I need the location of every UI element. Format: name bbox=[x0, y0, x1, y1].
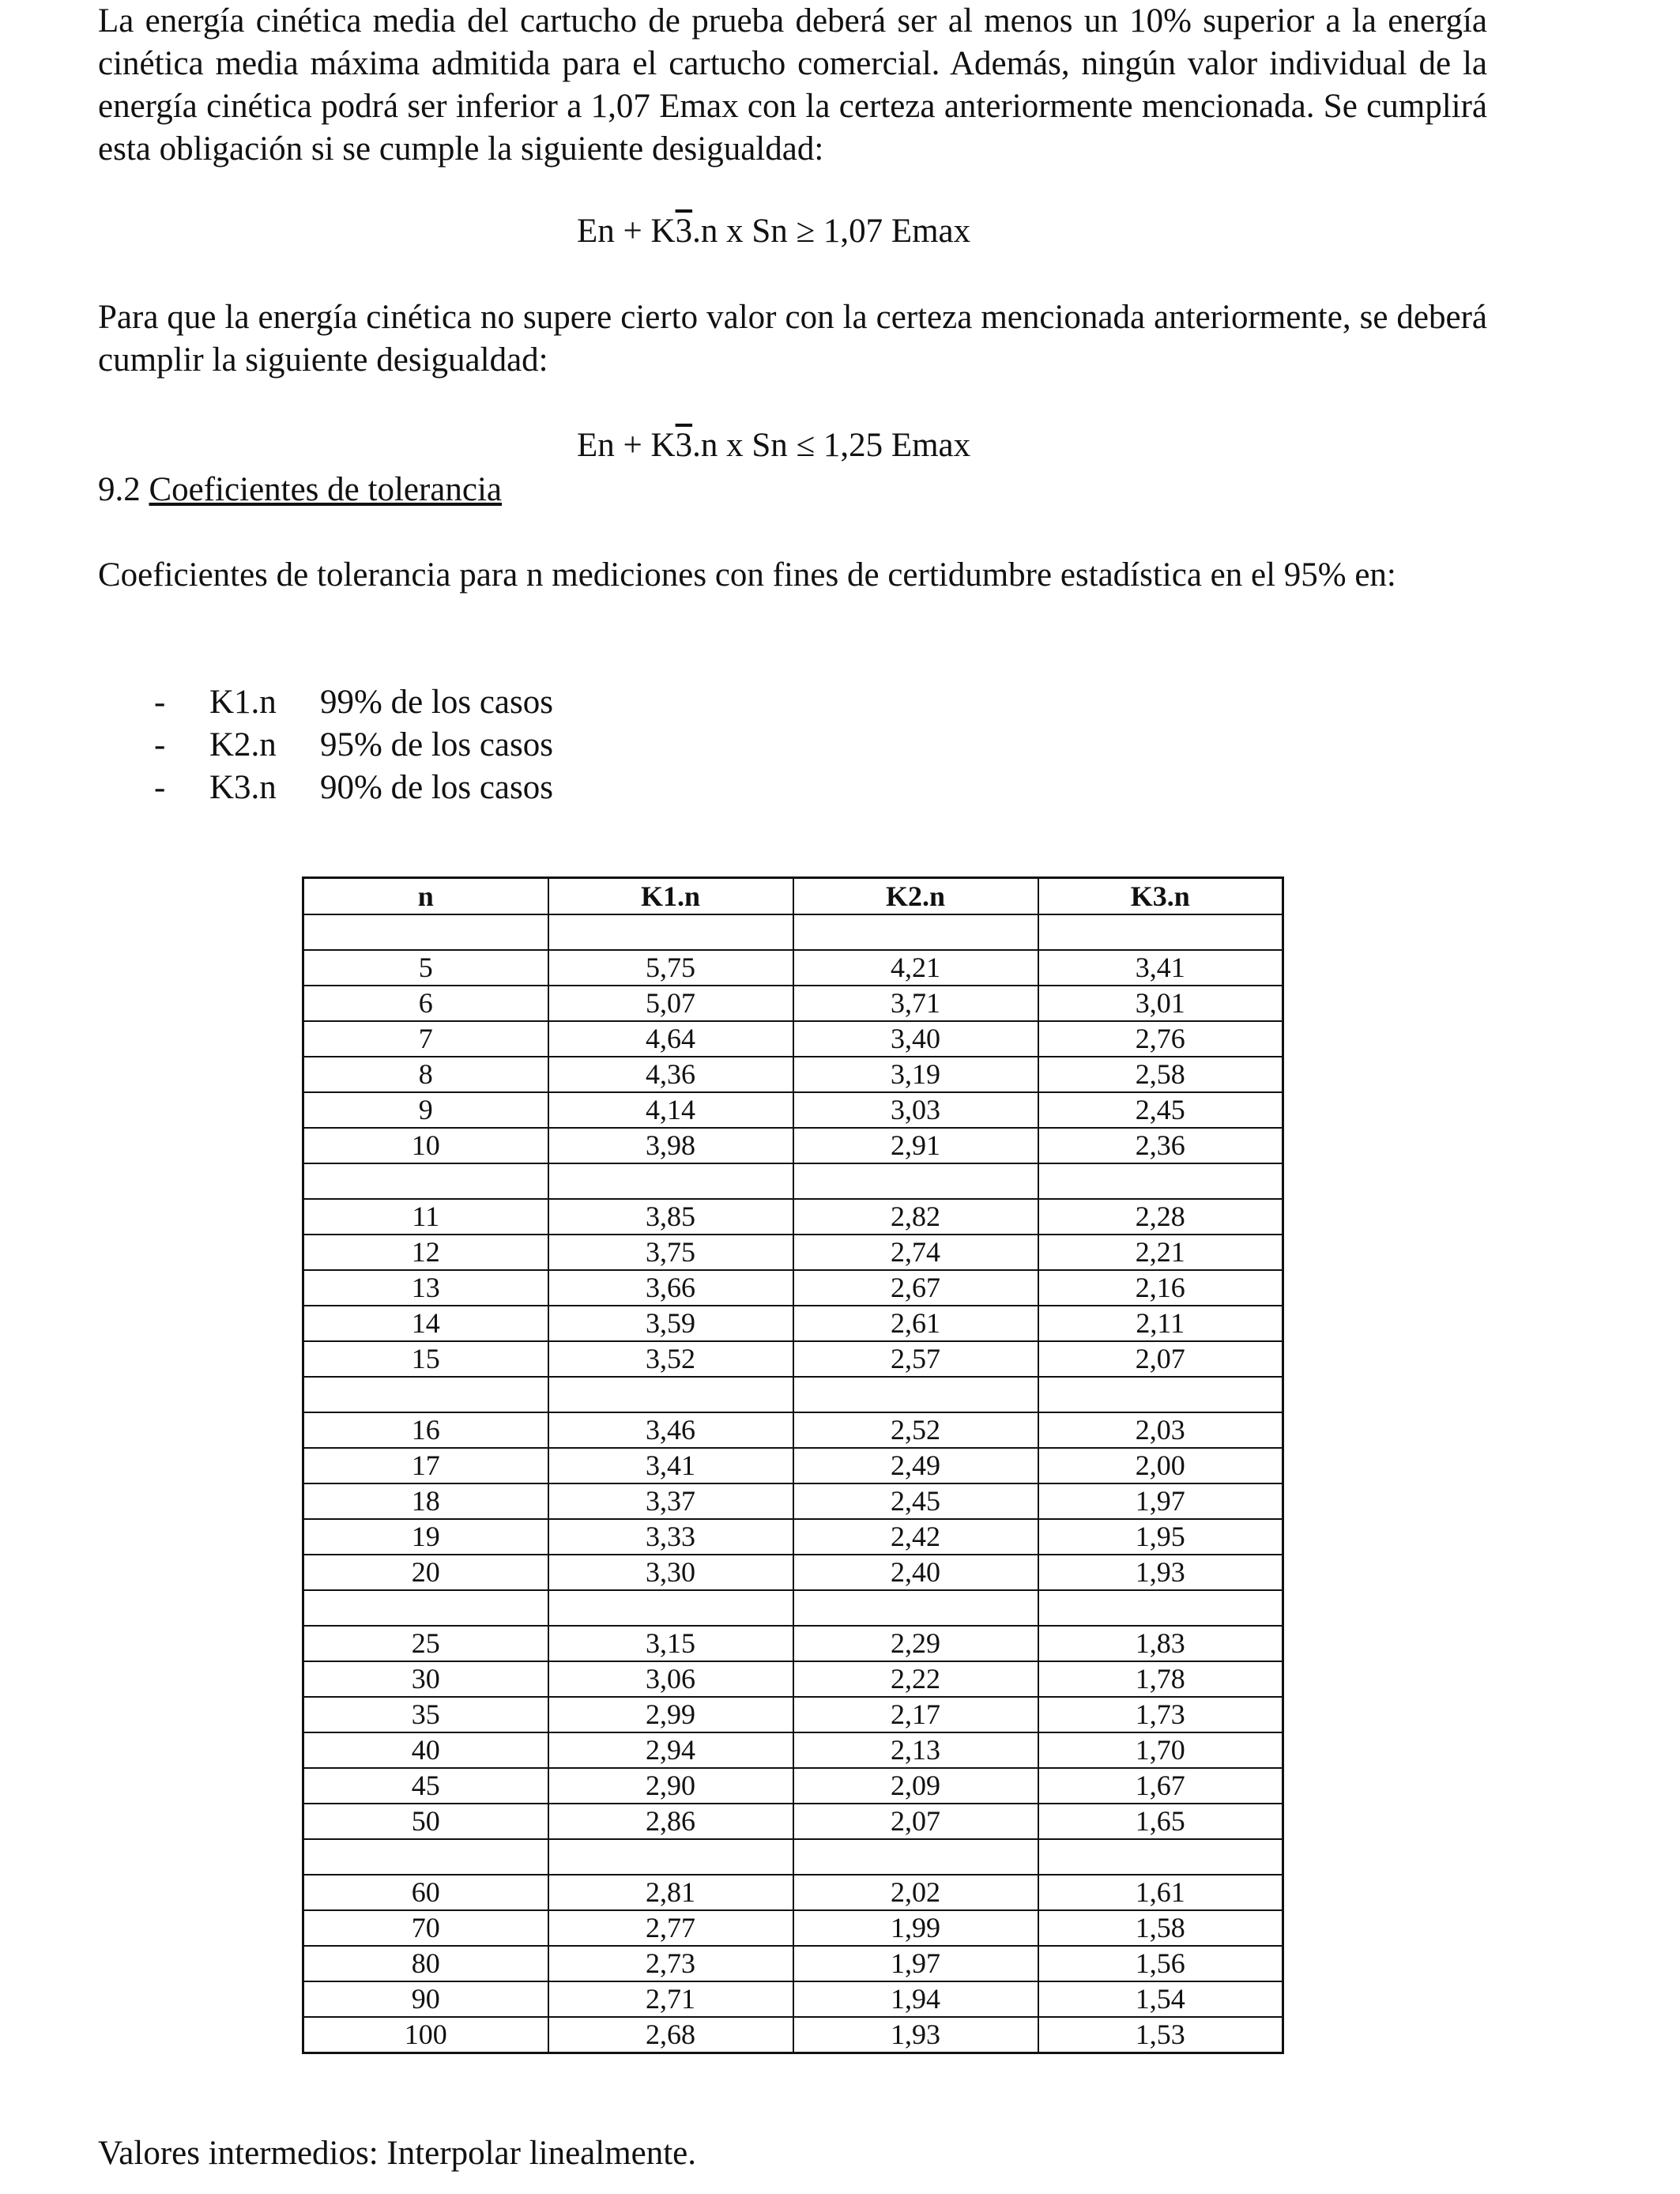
table-row bbox=[303, 1412, 1283, 1448]
spacer-cell bbox=[303, 1590, 548, 1626]
table-cell: 2,77 bbox=[548, 1910, 793, 1946]
table-cell: 80 bbox=[303, 1946, 548, 1981]
table-cell: 2,11 bbox=[1038, 1306, 1283, 1341]
table-cell: 3,37 bbox=[548, 1483, 793, 1519]
table-cell: 3,85 bbox=[548, 1199, 793, 1235]
table-row bbox=[303, 1057, 1283, 1092]
table-row bbox=[303, 1092, 1283, 1128]
table-cell: 3,71 bbox=[793, 986, 1038, 1021]
table-cell: 2,00 bbox=[1038, 1448, 1283, 1483]
table-cell: 2,94 bbox=[548, 1732, 793, 1768]
table-cell: 3,66 bbox=[548, 1270, 793, 1306]
spacer-cell bbox=[793, 914, 1038, 950]
formula-max-energy bbox=[577, 424, 970, 467]
table-cell: 2,86 bbox=[548, 1804, 793, 1839]
table-cell: 2,36 bbox=[1038, 1128, 1283, 1163]
table-cell: 2,17 bbox=[793, 1697, 1038, 1732]
table-cell: 4,21 bbox=[793, 950, 1038, 986]
table-cell: 40 bbox=[303, 1732, 548, 1768]
table-cell: 2,90 bbox=[548, 1768, 793, 1804]
list-dash: - bbox=[154, 726, 166, 763]
tolerance-table-wrapper bbox=[302, 876, 1284, 2054]
table-cell: 1,95 bbox=[1038, 1519, 1283, 1555]
table-cell: 2,45 bbox=[793, 1483, 1038, 1519]
table-cell: 8 bbox=[303, 1057, 548, 1092]
table-cell: 2,09 bbox=[793, 1768, 1038, 1804]
table-cell: 14 bbox=[303, 1306, 548, 1341]
table-cell: 60 bbox=[303, 1875, 548, 1910]
table-cell: 3,30 bbox=[548, 1555, 793, 1590]
table-cell: 3,40 bbox=[793, 1021, 1038, 1057]
table-cell: 2,02 bbox=[793, 1875, 1038, 1910]
table-cell: 2,13 bbox=[793, 1732, 1038, 1768]
table-row bbox=[303, 1483, 1283, 1519]
spacer-cell bbox=[1038, 1590, 1283, 1626]
list-text: 90% de los casos bbox=[320, 769, 553, 806]
list-key: K3.n bbox=[209, 769, 277, 806]
table-cell: 5 bbox=[303, 950, 548, 986]
footnote: Valores intermedios: Interpolar linealmente. bbox=[98, 2135, 697, 2172]
tolerance-paragraph: Coeficientes de tolerancia para n mediciones con fines de certidumbre estadística en el 95% en: bbox=[98, 556, 1396, 594]
table-cell: 2,07 bbox=[1038, 1341, 1283, 1377]
table-row bbox=[303, 1448, 1283, 1483]
table-row bbox=[303, 1128, 1283, 1163]
section-heading bbox=[98, 469, 502, 511]
table-cell: 3,15 bbox=[548, 1626, 793, 1661]
table-spacer-row bbox=[303, 914, 1283, 950]
table-row bbox=[303, 1270, 1283, 1306]
spacer-cell bbox=[793, 1163, 1038, 1199]
table-cell: 1,78 bbox=[1038, 1661, 1283, 1697]
table-row bbox=[303, 1199, 1283, 1235]
header-k1: K1.n bbox=[548, 878, 793, 915]
table-cell: 1,54 bbox=[1038, 1981, 1283, 2017]
table-cell: 3,06 bbox=[548, 1661, 793, 1697]
table-spacer-row bbox=[303, 1839, 1283, 1875]
table-cell: 2,82 bbox=[793, 1199, 1038, 1235]
table-cell: 70 bbox=[303, 1910, 548, 1946]
list-dash: - bbox=[154, 769, 166, 806]
table-cell: 1,93 bbox=[1038, 1555, 1283, 1590]
table-cell: 2,21 bbox=[1038, 1235, 1283, 1270]
header-n: n bbox=[303, 878, 548, 915]
table-cell: 2,81 bbox=[548, 1875, 793, 1910]
spacer-cell bbox=[303, 914, 548, 950]
table-row bbox=[303, 1768, 1283, 1804]
table-cell: 1,73 bbox=[1038, 1697, 1283, 1732]
list-key: K2.n bbox=[209, 726, 277, 763]
list-text: 95% de los casos bbox=[320, 726, 553, 763]
table-cell: 3,59 bbox=[548, 1306, 793, 1341]
table-row bbox=[303, 1875, 1283, 1910]
table-cell: 2,16 bbox=[1038, 1270, 1283, 1306]
spacer-cell bbox=[303, 1377, 548, 1412]
table-cell: 2,57 bbox=[793, 1341, 1038, 1377]
list-item bbox=[154, 724, 553, 767]
table-cell: 50 bbox=[303, 1804, 548, 1839]
table-cell: 4,64 bbox=[548, 1021, 793, 1057]
table-cell: 2,45 bbox=[1038, 1092, 1283, 1128]
table-cell: 13 bbox=[303, 1270, 548, 1306]
table-cell: 1,70 bbox=[1038, 1732, 1283, 1768]
table-body bbox=[303, 914, 1283, 2053]
table-cell: 5,75 bbox=[548, 950, 793, 986]
formula2-pre: En + K bbox=[577, 427, 676, 464]
table-cell: 1,53 bbox=[1038, 2017, 1283, 2053]
table-cell: 90 bbox=[303, 1981, 548, 2017]
table-row bbox=[303, 1519, 1283, 1555]
table-row bbox=[303, 1661, 1283, 1697]
list-dash: - bbox=[154, 684, 166, 721]
table-cell: 2,52 bbox=[793, 1412, 1038, 1448]
table-row bbox=[303, 1306, 1283, 1341]
table-cell: 1,93 bbox=[793, 2017, 1038, 2053]
table-cell: 6 bbox=[303, 986, 548, 1021]
formula2-overline: 3 bbox=[675, 427, 693, 464]
formula2-post: .n x Sn ≤ 1,25 Emax bbox=[692, 427, 971, 464]
table-cell: 18 bbox=[303, 1483, 548, 1519]
spacer-cell bbox=[303, 1163, 548, 1199]
table-cell: 5,07 bbox=[548, 986, 793, 1021]
spacer-cell bbox=[303, 1839, 548, 1875]
table-row bbox=[303, 1021, 1283, 1057]
table-row bbox=[303, 1946, 1283, 1981]
table-cell: 2,03 bbox=[1038, 1412, 1283, 1448]
table-spacer-row bbox=[303, 1163, 1283, 1199]
table-cell: 1,67 bbox=[1038, 1768, 1283, 1804]
table-cell: 15 bbox=[303, 1341, 548, 1377]
formula1-overline: 3 bbox=[675, 213, 693, 250]
table-cell: 1,56 bbox=[1038, 1946, 1283, 1981]
table-cell: 3,19 bbox=[793, 1057, 1038, 1092]
spacer-cell bbox=[793, 1590, 1038, 1626]
table-row bbox=[303, 1341, 1283, 1377]
spacer-cell bbox=[793, 1839, 1038, 1875]
table-cell: 11 bbox=[303, 1199, 548, 1235]
table-cell: 2,91 bbox=[793, 1128, 1038, 1163]
spacer-cell bbox=[1038, 1377, 1283, 1412]
spacer-cell bbox=[548, 1377, 793, 1412]
table-cell: 2,74 bbox=[793, 1235, 1038, 1270]
formula1-post: .n x Sn ≥ 1,07 Emax bbox=[692, 213, 971, 250]
table-row bbox=[303, 2017, 1283, 2053]
section-title: Coeficientes de tolerancia bbox=[149, 471, 503, 508]
spacer-cell bbox=[1038, 1839, 1283, 1875]
table-row bbox=[303, 1981, 1283, 2017]
table-cell: 3,46 bbox=[548, 1412, 793, 1448]
table-cell: 17 bbox=[303, 1448, 548, 1483]
table-cell: 2,49 bbox=[793, 1448, 1038, 1483]
table-cell: 2,22 bbox=[793, 1661, 1038, 1697]
intro-paragraph: La energía cinética media del cartucho de prueba deberá ser al menos un 10% superior a la energía cinética media máxima admitida para el cartucho comercial. Además, ningún valor individual de la energía cinética podrá ser inferior a 1,07 Emax con la certeza anteriormente mencionada. Se cumplirá esta obligación si se cumple la siguiente desigualdad: bbox=[98, 2, 1487, 168]
table-row bbox=[303, 1732, 1283, 1768]
table-cell: 3,98 bbox=[548, 1128, 793, 1163]
table-row bbox=[303, 1555, 1283, 1590]
spacer-cell bbox=[548, 914, 793, 950]
table-cell: 2,42 bbox=[793, 1519, 1038, 1555]
table-cell: 1,97 bbox=[1038, 1483, 1283, 1519]
table-cell: 3,52 bbox=[548, 1341, 793, 1377]
formula-min-energy bbox=[577, 210, 970, 253]
spacer-cell bbox=[548, 1839, 793, 1875]
table-cell: 35 bbox=[303, 1697, 548, 1732]
header-k2: K2.n bbox=[793, 878, 1038, 915]
table-cell: 3,03 bbox=[793, 1092, 1038, 1128]
table-spacer-row bbox=[303, 1590, 1283, 1626]
table-cell: 2,67 bbox=[793, 1270, 1038, 1306]
table-cell: 1,97 bbox=[793, 1946, 1038, 1981]
spacer-cell bbox=[793, 1377, 1038, 1412]
table-cell: 100 bbox=[303, 2017, 548, 2053]
tolerance-table bbox=[302, 876, 1284, 2054]
table-cell: 2,29 bbox=[793, 1626, 1038, 1661]
spacer-cell bbox=[548, 1163, 793, 1199]
spacer-cell bbox=[1038, 1163, 1283, 1199]
table-cell: 16 bbox=[303, 1412, 548, 1448]
table-header-row bbox=[303, 878, 1283, 915]
table-cell: 1,83 bbox=[1038, 1626, 1283, 1661]
coefficient-list bbox=[154, 681, 553, 809]
table-cell: 1,61 bbox=[1038, 1875, 1283, 1910]
table-cell: 45 bbox=[303, 1768, 548, 1804]
table-cell: 12 bbox=[303, 1235, 548, 1270]
table-cell: 3,01 bbox=[1038, 986, 1283, 1021]
table-cell: 7 bbox=[303, 1021, 548, 1057]
table-row bbox=[303, 1910, 1283, 1946]
table-cell: 2,61 bbox=[793, 1306, 1038, 1341]
section-number: 9.2 bbox=[98, 471, 141, 508]
table-cell: 2,76 bbox=[1038, 1021, 1283, 1057]
table-cell: 2,73 bbox=[548, 1946, 793, 1981]
table-cell: 3,33 bbox=[548, 1519, 793, 1555]
table-cell: 2,58 bbox=[1038, 1057, 1283, 1092]
table-cell: 9 bbox=[303, 1092, 548, 1128]
table-row bbox=[303, 1697, 1283, 1732]
header-k3: K3.n bbox=[1038, 878, 1283, 915]
table-cell: 25 bbox=[303, 1626, 548, 1661]
formula1-pre: En + K bbox=[577, 213, 676, 250]
second-paragraph: Para que la energía cinética no supere cierto valor con la certeza mencionada anteriormente, se deberá cumplir la siguiente desigualdad: bbox=[98, 299, 1487, 379]
table-cell: 4,36 bbox=[548, 1057, 793, 1092]
list-key: K1.n bbox=[209, 684, 277, 721]
table-cell: 2,68 bbox=[548, 2017, 793, 2053]
list-text: 99% de los casos bbox=[320, 684, 553, 721]
table-cell: 1,65 bbox=[1038, 1804, 1283, 1839]
table-cell: 2,28 bbox=[1038, 1199, 1283, 1235]
table-cell: 3,75 bbox=[548, 1235, 793, 1270]
table-cell: 30 bbox=[303, 1661, 548, 1697]
list-item bbox=[154, 767, 553, 809]
table-cell: 2,07 bbox=[793, 1804, 1038, 1839]
table-cell: 2,99 bbox=[548, 1697, 793, 1732]
table-row bbox=[303, 1235, 1283, 1270]
spacer-cell bbox=[548, 1590, 793, 1626]
list-item bbox=[154, 681, 553, 724]
table-cell: 3,41 bbox=[548, 1448, 793, 1483]
table-cell: 2,71 bbox=[548, 1981, 793, 2017]
table-cell: 1,94 bbox=[793, 1981, 1038, 2017]
table-cell: 4,14 bbox=[548, 1092, 793, 1128]
table-cell: 10 bbox=[303, 1128, 548, 1163]
table-row bbox=[303, 950, 1283, 986]
table-cell: 3,41 bbox=[1038, 950, 1283, 986]
table-cell: 1,58 bbox=[1038, 1910, 1283, 1946]
table-cell: 1,99 bbox=[793, 1910, 1038, 1946]
table-cell: 20 bbox=[303, 1555, 548, 1590]
table-row bbox=[303, 1626, 1283, 1661]
table-cell: 19 bbox=[303, 1519, 548, 1555]
table-spacer-row bbox=[303, 1377, 1283, 1412]
table-row bbox=[303, 1804, 1283, 1839]
spacer-cell bbox=[1038, 914, 1283, 950]
table-cell: 2,40 bbox=[793, 1555, 1038, 1590]
table-row bbox=[303, 986, 1283, 1021]
